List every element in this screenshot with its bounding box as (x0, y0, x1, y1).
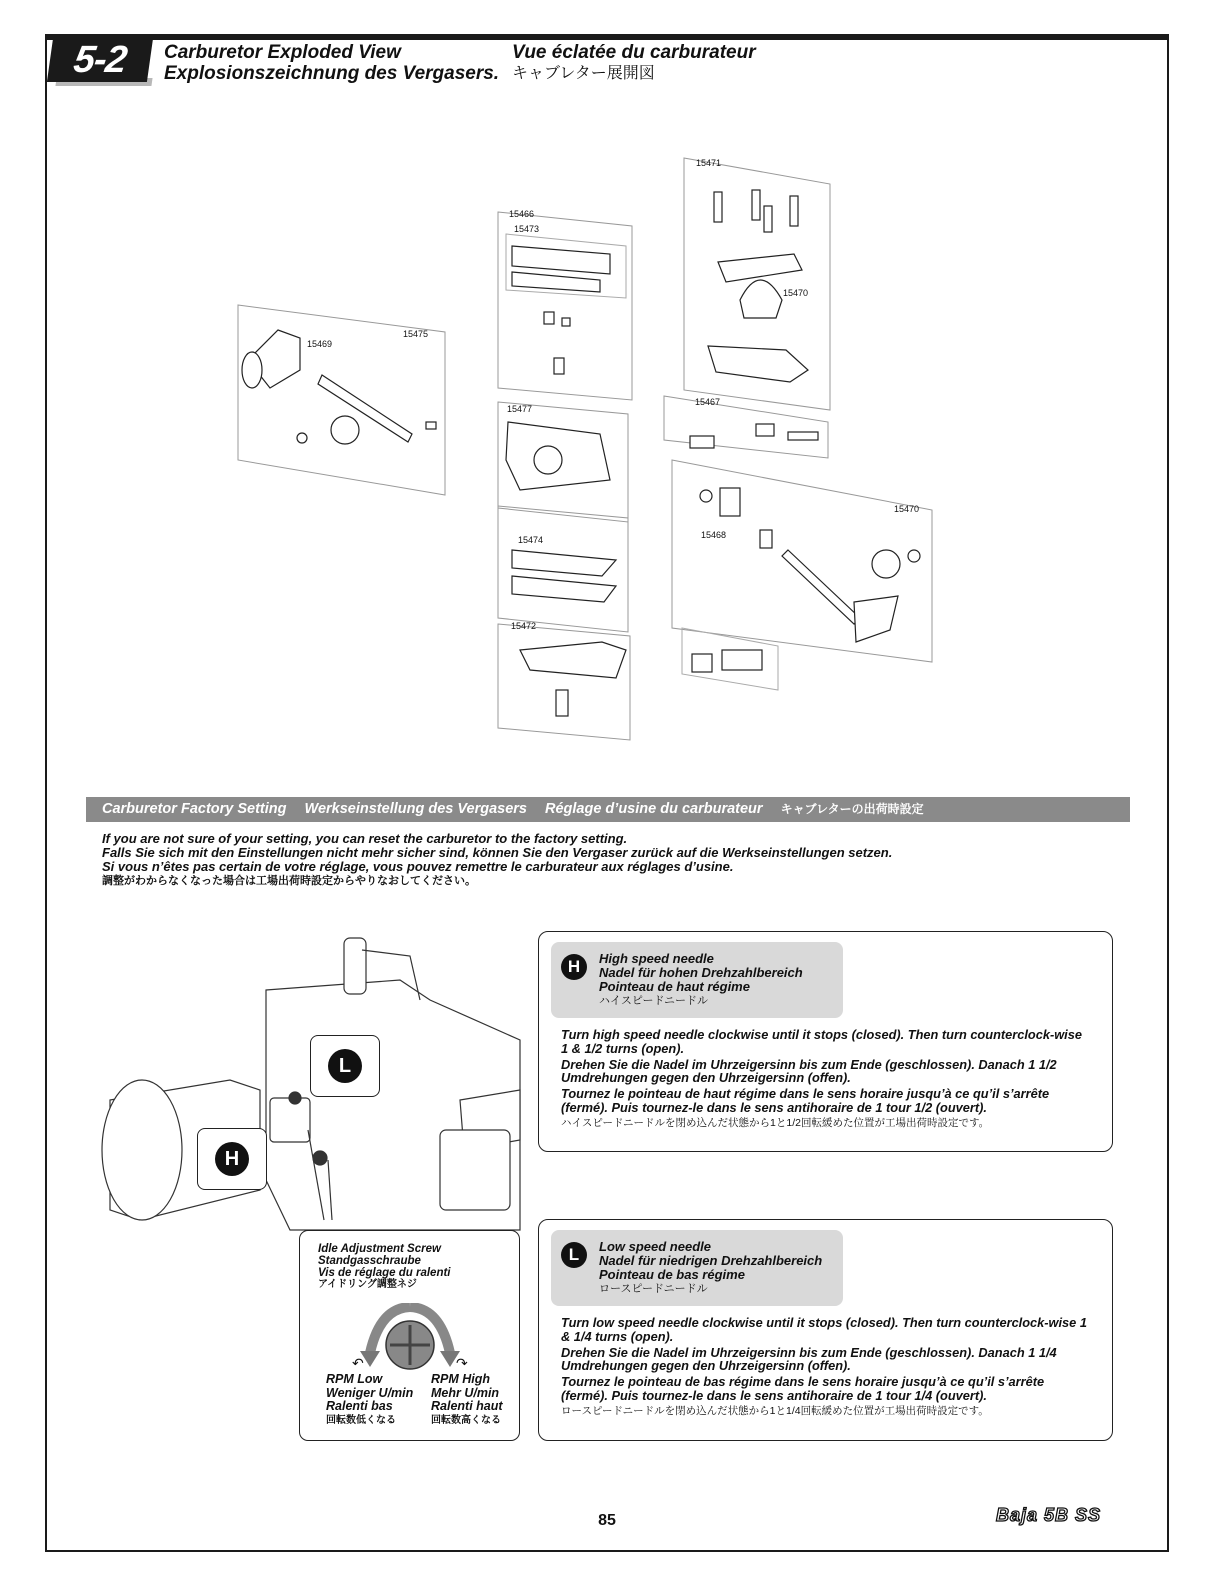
low-needle-text-de: Drehen Sie die Nadel im Uhrzeigersinn bis zum Ende (geschlossen). Danach 1 1/4 Umdrehungen gegen den Uhrzeigersinn (offen). (561, 1344, 1057, 1374)
low-needle-title-en: Low speed needle (599, 1239, 711, 1254)
low-needle-text-jp: ロースピードニードルを閉め込んだ状態から1と1/4回転緩めた位置が工場出荷時設定です。 (561, 1404, 989, 1417)
air-filter-cover (102, 1080, 182, 1220)
part-throttle-disc (331, 416, 359, 444)
part-pin (562, 318, 570, 326)
cw-small-icon: ↷ (456, 1355, 468, 1371)
high-needle-title-de: Nadel für hohen Drehzahlbereich (599, 965, 803, 980)
intro-jp: 調整がわからなくなった場合は工場出荷時設定からやりなおしてください。 (102, 875, 476, 887)
intro-en: If you are not sure of your setting, you can reset the carburetor to the factory setting. (102, 831, 628, 846)
bar-label-fr: Réglage d’usine du carburateur (545, 801, 763, 817)
part-gasket-3 (512, 576, 616, 602)
high-needle-header (551, 942, 843, 1018)
recoil-housing (440, 1130, 510, 1210)
idle-title-jp: アイドリング調整ネジ (318, 1279, 417, 1290)
part-gasket (512, 246, 610, 274)
low-needle-header (551, 1230, 843, 1306)
rpm-low-jp: 回転数低くなる (326, 1414, 396, 1426)
part-needle-1 (690, 436, 714, 448)
part-primer-bulb (740, 280, 782, 318)
low-needle-title-jp: ロースピードニードル (599, 1283, 708, 1295)
high-speed-needle-box (538, 931, 1113, 1152)
part-label-15471: 15471 (696, 158, 722, 168)
part-screw-4 (790, 196, 798, 226)
high-needle-title-jp: ハイスピードニードル (599, 995, 709, 1007)
intro-fr: Si vous n’êtes pas certain de votre réglage, vous pouvez remettre le carburateur aux réglages d’usine. (102, 859, 734, 874)
part-label-15472: 15472 (511, 621, 537, 631)
high-needle-text-jp: ハイスピードニードルを閉め込んだ状態から1と1/2回転緩めた位置が工場出荷時設定です。 (561, 1116, 990, 1129)
title-de: Explosionszeichnung des Vergasers. (164, 63, 500, 84)
part-screw-1 (714, 192, 722, 222)
part-nut (908, 550, 920, 562)
rpm-low-fr: Ralenti bas (326, 1399, 393, 1413)
factory-setting-intro (102, 832, 1102, 888)
part-label-15473: 15473 (514, 224, 540, 234)
low-needle-title-fr: Pointeau de bas régime (599, 1267, 745, 1282)
part-screw-2 (752, 190, 760, 220)
panel-15467 (664, 396, 828, 458)
rpm-high-de: Mehr U/min (431, 1385, 500, 1400)
rpm-high-en: RPM High (431, 1372, 491, 1386)
part-carburetor-bore (534, 446, 562, 474)
part-primer-base (708, 346, 808, 382)
part-needle-4 (722, 650, 762, 670)
part-primer-flange (718, 254, 802, 282)
part-washer (700, 490, 712, 502)
low-needle-title (599, 1240, 822, 1296)
part-spring-coil (554, 358, 564, 374)
callout-high-letter: H (215, 1142, 249, 1176)
low-needle-text-en: Turn low speed needle clockwise until it stops (closed). Then turn counterclock-wise 1 & 1/4 turns (open). (561, 1315, 1087, 1344)
low-needle-letter: L (561, 1242, 587, 1268)
idle-title-de: Standgasschraube (318, 1255, 421, 1267)
title-fr: Vue éclatée du carburateur (512, 42, 756, 63)
part-label-15477: 15477 (507, 404, 533, 414)
part-intake-opening (242, 352, 262, 388)
part-screw (297, 433, 307, 443)
rpm-low-en: RPM Low (326, 1372, 383, 1386)
idle-screw-box (299, 1230, 520, 1441)
part-label-15470-primer: 15470 (783, 288, 809, 298)
high-needle-letter: H (561, 954, 587, 980)
low-speed-needle-box (538, 1219, 1113, 1441)
factory-setting-bar (86, 797, 1130, 822)
high-needle-title (599, 952, 803, 1008)
part-choke-disc (872, 550, 900, 578)
part-choke-lever (854, 596, 898, 642)
high-needle-text-de: Drehen Sie die Nadel im Uhrzeigersinn bis zum Ende (geschlossen). Danach 1 1/2 Umdrehungen gegen den Uhrzeigersinn (offen). (561, 1056, 1057, 1086)
part-bracket (720, 488, 740, 516)
part-label-15474: 15474 (518, 535, 544, 545)
callout-high (197, 1128, 267, 1190)
rpm-low-group (326, 1373, 413, 1427)
bar-label-en: Carburetor Factory Setting (102, 801, 287, 817)
part-label-15467: 15467 (695, 397, 721, 407)
part-spring-3 (692, 654, 712, 672)
rpm-high-fr: Ralenti haut (431, 1399, 503, 1413)
low-needle-text-fr: Tournez le pointeau de bas régime dans le sens horaire jusqu’à ce qu’il s’arrête (fermé). Puis tournez-le dans le sens antihoraire de 1 tour 1/4 (ouvert). (561, 1374, 1045, 1403)
title-en: Carburetor Exploded View (164, 42, 401, 63)
panel-15472 (498, 624, 630, 740)
low-needle-instructions (561, 1316, 1091, 1421)
part-diaphragm (512, 272, 600, 292)
carburetor (270, 1098, 310, 1142)
part-label-15469: 15469 (307, 339, 333, 349)
intro-de: Falls Sie sich mit den Einstellungen nicht mehr sicher sind, können Sie den Vergaser zurück auf die Werkseinstellungen setzen. (102, 845, 893, 860)
part-small-spring (426, 422, 436, 429)
title-jp: キャブレター展開図 (512, 65, 655, 82)
part-spring-2 (760, 530, 772, 548)
part-label-15475: 15475 (403, 329, 429, 339)
part-needle-2 (756, 424, 774, 436)
high-needle-title-en: High speed needle (599, 951, 714, 966)
part-label-15466: 15466 (509, 209, 535, 219)
part-choke-shaft (782, 550, 860, 624)
ccw-small-icon: ↶ (352, 1355, 364, 1371)
idle-title-en: Idle Adjustment Screw (318, 1243, 441, 1255)
bar-label-de: Werkseinstellung des Vergasers (304, 801, 527, 817)
idle-screw-point (313, 1151, 327, 1165)
bar-label-jp: キャブレターの出荷時設定 (780, 802, 924, 816)
high-needle-instructions (561, 1028, 1091, 1133)
baja-logo: Baja 5B SS (996, 1505, 1102, 1525)
part-gasket-2 (512, 550, 616, 576)
part-fuel-plate (520, 642, 626, 678)
spark-plug-boot (344, 938, 366, 994)
section-number-badge: 5-2 (47, 38, 153, 82)
part-lever (544, 312, 554, 324)
part-label-15468: 15468 (701, 530, 727, 540)
high-needle-text-en: Turn high speed needle clockwise until it stops (closed). Then turn counterclock-wise 1 & 1/2 turns (open). (561, 1027, 1082, 1056)
idle-title-fr: Vis de réglage du ralenti (318, 1267, 451, 1279)
rpm-high-jp: 回転数高くなる (431, 1414, 501, 1426)
low-needle-title-de: Nadel für niedrigen Drehzahlbereich (599, 1253, 823, 1268)
rpm-low-de: Weniger U/min (326, 1385, 414, 1400)
part-needle-3 (788, 432, 818, 440)
part-screw-3 (764, 206, 772, 232)
high-needle-text-fr: Tournez le pointeau de haut régime dans le sens horaire jusqu’à ce qu’il s’arrête (fermé). Puis tournez-le dans le sens antihoraire de 1 tour 1/2 (ouvert). (561, 1086, 1050, 1115)
callout-low (310, 1035, 380, 1097)
page-number: 85 (598, 1512, 616, 1529)
part-fuel-fitting (556, 690, 568, 716)
idle-screw-title (318, 1243, 451, 1291)
carburetor-exploded-diagram (230, 150, 950, 750)
part-label-15470-choke: 15470 (894, 504, 920, 514)
idle-screw-icon (360, 1303, 460, 1383)
high-needle-title-fr: Pointeau de haut régime (599, 979, 750, 994)
rpm-high-group (431, 1373, 503, 1427)
callout-low-letter: L (328, 1049, 362, 1083)
low-needle-point (289, 1092, 301, 1104)
